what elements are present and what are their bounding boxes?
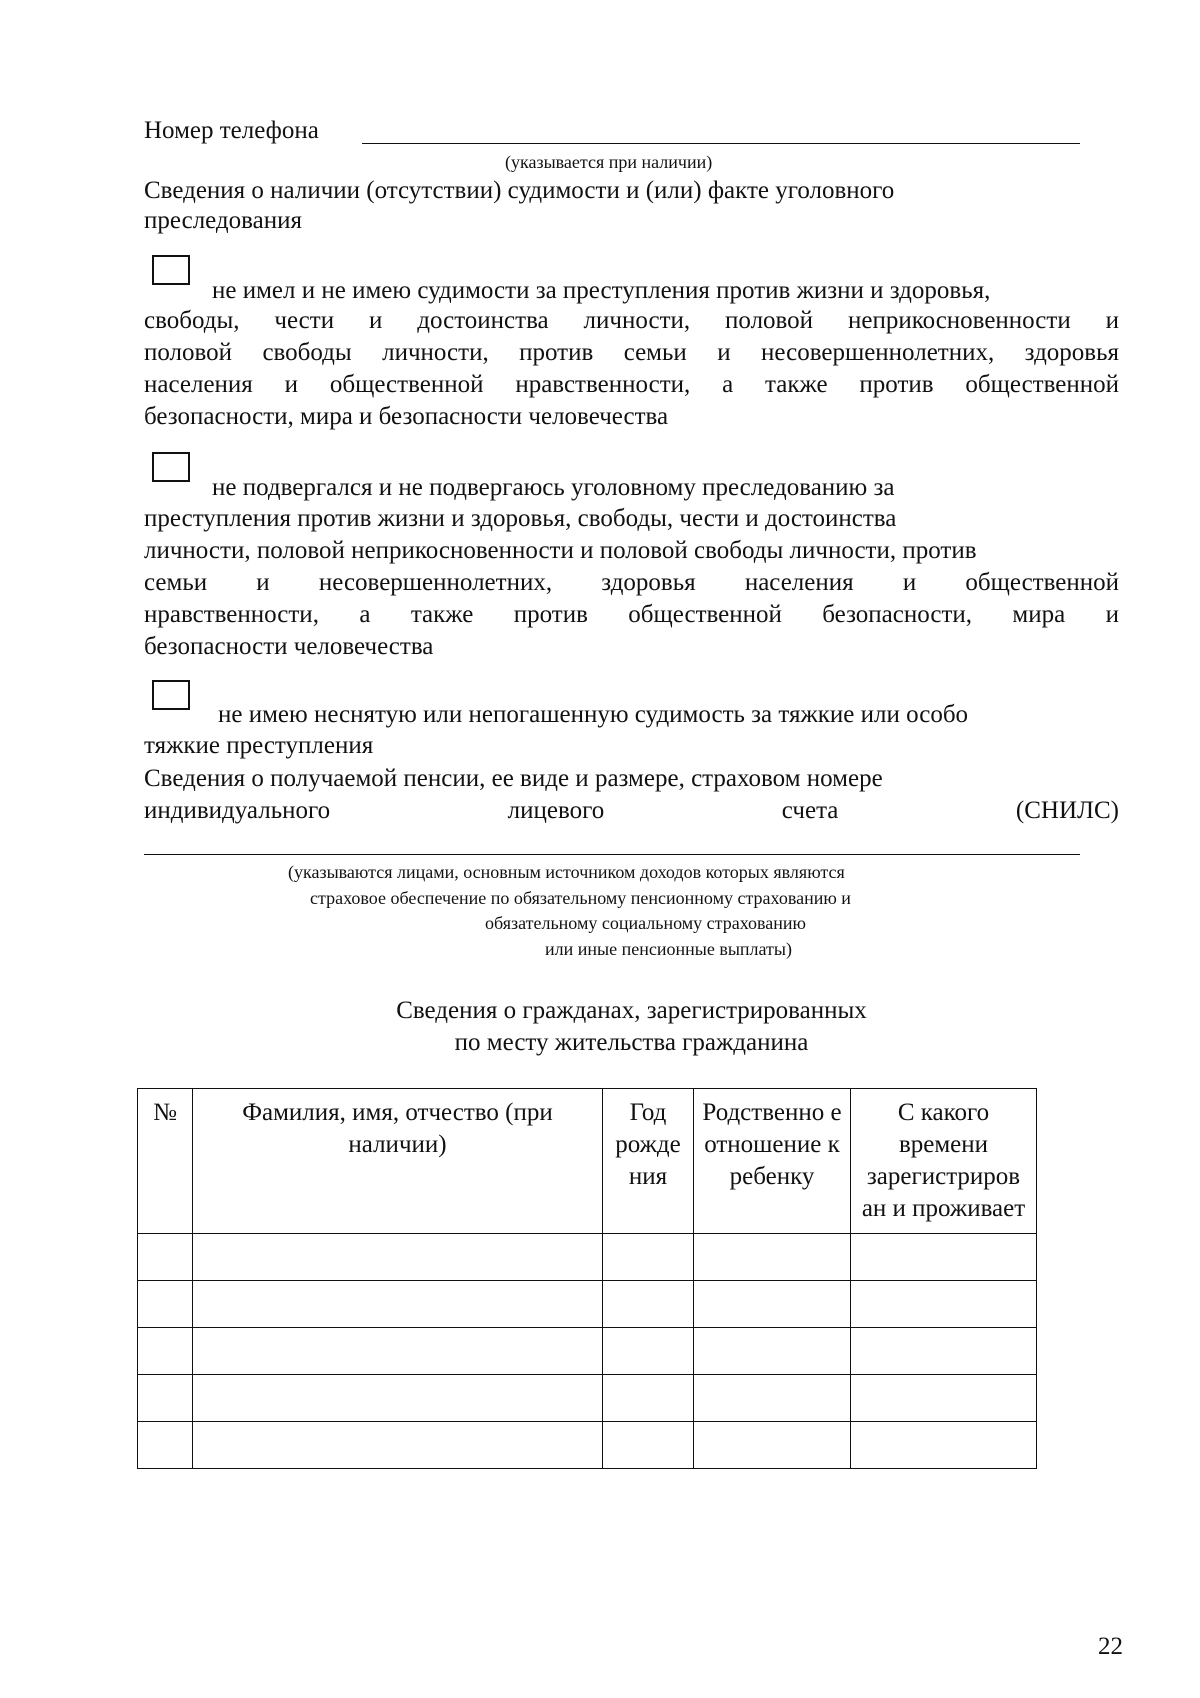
- registered-citizens-table: [137, 1088, 1037, 1469]
- table-cell[interactable]: [694, 1375, 851, 1422]
- pension-line2: индивидуального лицевого счета (СНИЛС): [144, 797, 1119, 824]
- option2-line2: преступления против жизни и здоровья, свободы, чести и достоинства: [144, 505, 897, 532]
- table-cell[interactable]: [193, 1281, 603, 1328]
- table-cell[interactable]: [138, 1328, 193, 1375]
- pension-hint-1: (указываются лицами, основным источником доходов которых являются: [288, 862, 845, 882]
- pension-input-line[interactable]: [144, 828, 1080, 855]
- option2-line4: семьи и несовершеннолетних, здоровья населения и общественной: [144, 569, 1119, 596]
- option1-line3: половой свободы личности, против семьи и несовершеннолетних, здоровья: [144, 339, 1119, 366]
- col-name-header: Фамилия, имя, отчество (при наличии): [193, 1089, 603, 1234]
- table-cell[interactable]: [851, 1234, 1037, 1281]
- table-cell[interactable]: [694, 1281, 851, 1328]
- table-cell[interactable]: [193, 1422, 603, 1469]
- col-birth-year-header: Год рожде ния: [603, 1089, 694, 1234]
- checkbox-no-grave-record[interactable]: [152, 680, 190, 710]
- checkbox-no-record[interactable]: [152, 255, 190, 285]
- table-cell[interactable]: [851, 1328, 1037, 1375]
- option1-line4: населения и общественной нравственности, а также против общественной: [144, 371, 1119, 398]
- table-cell[interactable]: [694, 1328, 851, 1375]
- table-row: [138, 1375, 1037, 1422]
- table-cell[interactable]: [694, 1234, 851, 1281]
- option1-line1: не имел и не имею судимости за преступления против жизни и здоровья,: [212, 277, 991, 304]
- col-relation-header: Родственно е отношение к ребенку: [694, 1089, 851, 1234]
- page-number: 22: [1098, 1633, 1123, 1660]
- option3-line1: не имею неснятую или непогашенную судимость за тяжкие или особо: [218, 701, 969, 728]
- table-cell[interactable]: [138, 1234, 193, 1281]
- table-cell[interactable]: [193, 1375, 603, 1422]
- table-cell[interactable]: [603, 1328, 694, 1375]
- table-cell[interactable]: [851, 1375, 1037, 1422]
- col-number-header: №: [138, 1089, 193, 1234]
- option2-line5: нравственности, а также против общественной безопасности, мира и: [144, 601, 1119, 628]
- option2-line6: безопасности человечества: [144, 633, 434, 660]
- pension-hint-2: страховое обеспечение по обязательному пенсионному страхованию и: [310, 888, 851, 908]
- option3-line2: тяжкие преступления: [144, 732, 374, 759]
- table-cell[interactable]: [603, 1281, 694, 1328]
- table-cell[interactable]: [193, 1234, 603, 1281]
- criminal-record-heading-1: Сведения о наличии (отсутствии) судимости и (или) факте уголовного: [144, 177, 895, 204]
- phone-input-line[interactable]: [362, 116, 1080, 144]
- table-row: [138, 1328, 1037, 1375]
- option2-line3: личности, половой неприкосновенности и половой свободы личности, против: [144, 537, 977, 564]
- option1-line5: безопасности, мира и безопасности человечества: [144, 403, 669, 430]
- table-header-row: [138, 1089, 1037, 1234]
- table-cell[interactable]: [851, 1281, 1037, 1328]
- table-cell[interactable]: [603, 1234, 694, 1281]
- table-cell[interactable]: [603, 1375, 694, 1422]
- table-cell[interactable]: [694, 1422, 851, 1469]
- pension-hint-4: или иные пенсионные выплаты): [545, 939, 793, 959]
- pension-line1: Сведения о получаемой пенсии, ее виде и размере, страховом номере: [144, 765, 883, 792]
- table-row: [138, 1234, 1037, 1281]
- col-registered-since-header: С какого времени зарегистриров ан и проживает: [851, 1089, 1037, 1234]
- criminal-record-heading-2: преследования: [144, 207, 302, 234]
- table-row: [138, 1281, 1037, 1328]
- table-cell[interactable]: [193, 1328, 603, 1375]
- table-row: [138, 1422, 1037, 1469]
- registered-title-1: Сведения о гражданах, зарегистрированных: [396, 997, 867, 1024]
- checkbox-no-prosecution[interactable]: [152, 452, 190, 482]
- phone-hint: (указывается при наличии): [505, 152, 713, 172]
- table-cell[interactable]: [851, 1422, 1037, 1469]
- table-cell[interactable]: [603, 1422, 694, 1469]
- option2-line1: не подвергался и не подвергаюсь уголовному преследованию за: [212, 474, 895, 501]
- pension-hint-3: обязательному социальному страхованию: [485, 913, 806, 933]
- table-cell[interactable]: [138, 1281, 193, 1328]
- phone-label: Номер телефона: [144, 117, 319, 144]
- table-cell[interactable]: [138, 1422, 193, 1469]
- table-cell[interactable]: [138, 1375, 193, 1422]
- registered-title-2: по месту жительства гражданина: [454, 1029, 809, 1056]
- option1-line2: свободы, чести и достоинства личности, половой неприкосновенности и: [144, 307, 1119, 334]
